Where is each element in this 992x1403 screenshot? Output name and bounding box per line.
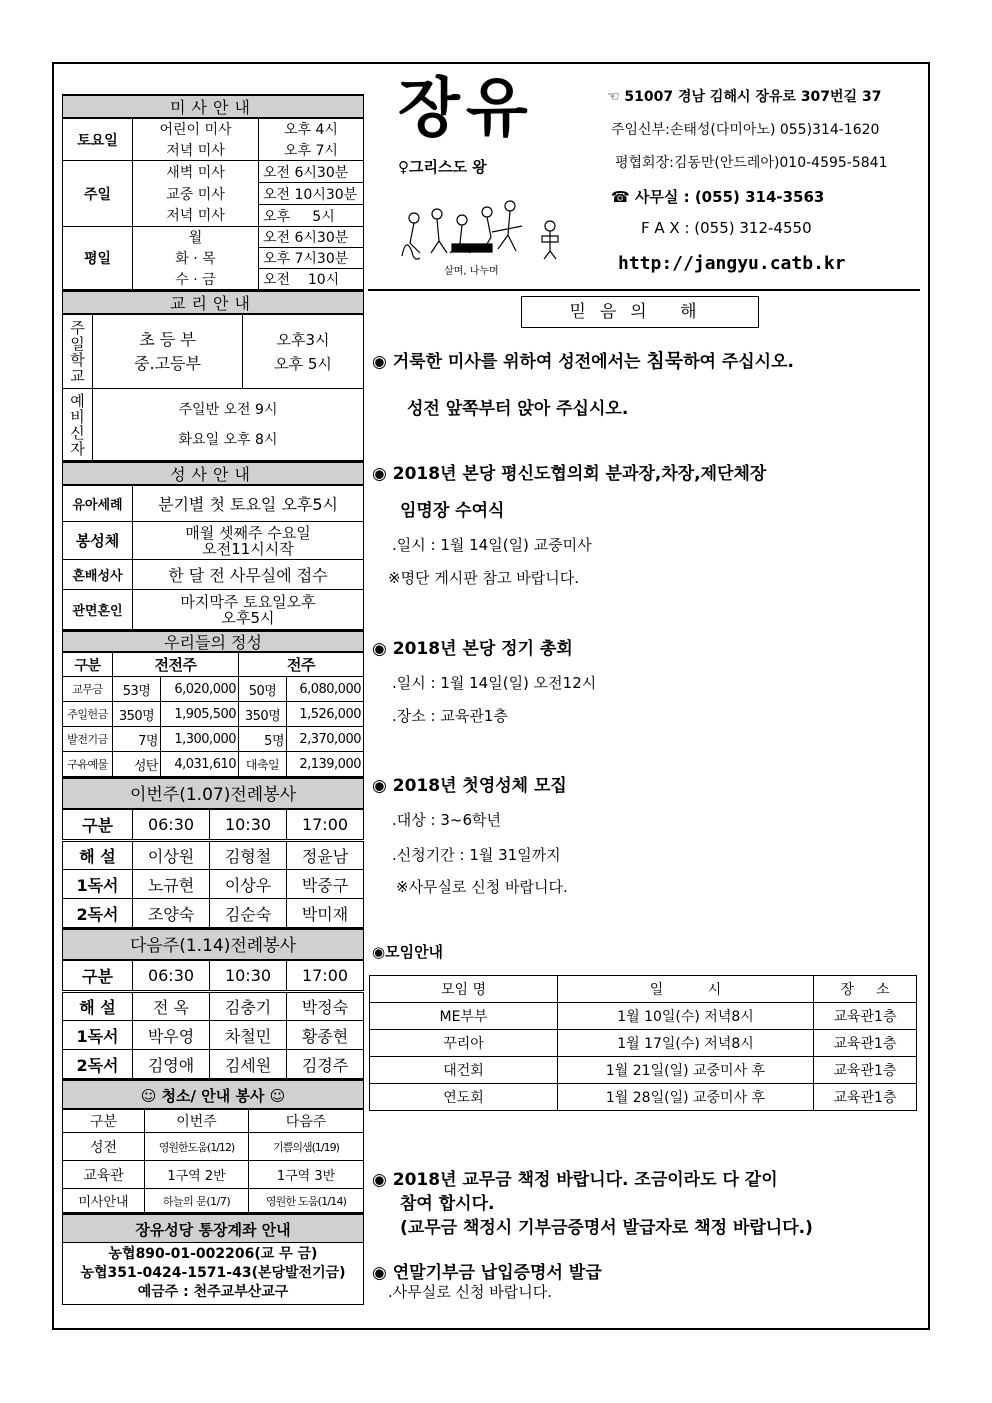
mass-time: 오후 5시 [259,205,364,227]
offering-cell: 구유예물 [63,752,113,777]
cleaning-group: 영원한도움(1/12) [145,1133,249,1161]
offering-head: 구분 [63,653,113,677]
liturgy-head: 06:30 [133,961,210,992]
offering-cell: 대축일 [239,752,287,777]
item2-line: .장소 : 교육관1층 [392,707,508,725]
meeting-time: 1월 10일(수) 저녁8시 [558,1003,814,1030]
item5-title: ◉ 연말기부금 납입증명서 발급 [372,1263,602,1283]
offering-cell: 교무금 [63,677,113,702]
cleaning-head: 이번주 [145,1110,249,1133]
offering-head: 전주 [239,653,364,677]
liturgy-role: 1독서 [63,870,133,899]
mass-name: 새벽 미사 [133,161,259,183]
sunday-school-label: 주일학교 [63,315,93,389]
liturgy-role: 1독서 [63,1021,133,1050]
liturgy-person: 정윤남 [287,841,364,870]
offering-cell: 2,139,000 [287,752,364,777]
liturgy-this-header: 이번주(1.07)전례봉사 [62,777,364,809]
liturgy-person: 이상원 [133,841,210,870]
liturgy-person: 박미재 [287,899,364,928]
liturgy-person: 김형철 [210,841,287,870]
class-time: 오후 5시 [274,354,332,373]
item1-line: ※명단 게시판 참고 바랍니다. [388,569,580,587]
offering-table [62,652,364,777]
meeting-time: 1월 17일(수) 저녁8시 [558,1030,814,1057]
account-line: 농협890-01-002206(교 무 금) [108,1246,318,1262]
liturgy-head: 구분 [63,961,133,992]
cleaning-place: 미사안내 [63,1189,145,1213]
offering-cell: 6,080,000 [287,677,364,702]
mass-time: 오후 7시30분 [259,248,364,269]
cleaning-place: 성전 [63,1133,145,1161]
item3-line: ※사무실로 신청 바랍니다. [396,878,568,896]
meeting-name: 대건회 [370,1057,558,1084]
meeting-place: 교육관1층 [814,1057,917,1084]
mass-name: 수 · 금 [133,269,259,290]
catechumen-label: 예비신자 [63,389,93,461]
liturgy-person: 김충기 [210,992,287,1021]
offering-cell: 7명 [113,727,161,752]
illustration-caption: 살며, 나누며 [444,266,499,277]
front-seat-notice: 성전 앞쪽부터 앉아 주십시오. [407,399,629,419]
item3-line: .대상 : 3~6학년 [392,811,501,829]
meeting-name: ME부부 [370,1003,558,1030]
liturgy-person: 차철민 [210,1021,287,1050]
mass-day: 토요일 [63,119,133,161]
mass-day: 주일 [63,161,133,227]
motto: ♀그리스도 왕 [398,158,487,176]
meeting-name: 꾸리아 [370,1030,558,1057]
liturgy-this-table [62,809,364,928]
item1-title-2: 임명장 수여식 [400,501,505,521]
silence-emphasis: 침묵 [646,350,684,372]
offering-cell: 1,905,500 [161,702,239,727]
liturgy-person: 박우영 [133,1021,210,1050]
offering-cell: 발전기금 [63,727,113,752]
liturgy-next-table [62,960,364,1079]
catechumen-time: 주일반 오전 9시 [178,401,278,418]
item5-line: .사무실로 신청 바랍니다. [388,1283,552,1301]
cleaning-group: 1구역 3반 [249,1161,364,1189]
liturgy-person: 김세원 [210,1050,287,1079]
offering-cell: 4,031,610 [161,752,239,777]
left-column [62,94,364,1305]
sacrament-name: 혼배성사 [63,560,133,590]
meeting-place: 교육관1층 [814,1084,917,1111]
mass-table [62,118,364,290]
sacrament-info: 매월 셋째주 수요일 [185,523,311,542]
offering-cell: 53명 [113,677,161,702]
mass-name: 저녁 미사 [133,205,259,227]
offering-cell: 5명 [239,727,287,752]
catechumen-time: 화요일 오후 8시 [178,431,278,448]
cleaning-group: 1구역 2반 [145,1161,249,1189]
meeting-time: 1월 28일(일) 교중미사 후 [558,1084,814,1111]
account-line: 농협351-0424-1571-43(본당발전기금) [80,1265,346,1281]
liturgy-person: 노규현 [133,870,210,899]
liturgy-person: 김영애 [133,1050,210,1079]
mass-time: 오전 6시30분 [259,227,364,248]
meeting-table [369,975,917,1111]
header-rule [368,289,920,291]
account-box [62,1243,364,1305]
liturgy-next-header: 다음주(1.14)전례봉사 [62,928,364,960]
sacrament-header: 성사안내 [62,461,364,485]
item2-title: ◉ 2018년 본당 정기 총회 [372,639,573,659]
mass-name: 교중 미사 [133,183,259,205]
sacrament-info: 오전11시시작 [202,539,294,558]
offering-cell: 2,370,000 [287,727,364,752]
class-time: 오후3시 [276,330,330,349]
meeting-place: 교육관1층 [814,1030,917,1057]
meeting-head: 일 시 [558,976,814,1003]
mass-time: 오전 10시30분 [259,183,364,205]
sacrament-table [62,485,364,630]
fax-number: F A X : (055) 312-4550 [641,219,812,237]
meeting-head: 모임 명 [370,976,558,1003]
offering-cell: 50명 [239,677,287,702]
item4-line: (교무금 책정시 기부금증명서 발급자로 책정 바랍니다.) [400,1218,813,1238]
address: ☜ 51007 경남 김해시 장유로 307번길 37 [607,89,882,105]
meeting-time: 1월 21일(일) 교중미사 후 [558,1057,814,1084]
liturgy-head: 17:00 [287,961,364,992]
mass-time: 오전 10시 [259,269,364,290]
liturgy-head: 10:30 [210,961,287,992]
sacrament-name: 유아세례 [63,486,133,522]
item3-title: ◉ 2018년 첫영성체 모집 [372,776,567,796]
liturgy-role: 2독서 [63,1050,133,1079]
item2-line: .일시 : 1월 14일(일) 오전12시 [392,674,597,692]
offering-cell: 성탄 [113,752,161,777]
cleaning-head: 다음주 [249,1110,364,1133]
item4-line: ◉ 2018년 교무금 책정 바랍니다. 조금이라도 다 같이 [372,1170,778,1190]
pastor-info: 주임신부:손태성(다미아노) 055)314-1620 [611,122,880,138]
cleaning-header: ☺ 청소/ 안내 봉사 ☺ [62,1079,364,1109]
liturgy-head: 구분 [63,810,133,841]
liturgy-person: 조양숙 [133,899,210,928]
class-name: 초 등 부 [139,329,196,349]
meeting-title: ◉모임안내 [372,943,444,961]
liturgy-person: 전 옥 [133,992,210,1021]
mass-time: 오후 4시 [259,119,364,140]
item4-line: 참여 합시다. [400,1194,495,1214]
offering-cell: 6,020,000 [161,677,239,702]
cleaning-head: 구분 [63,1110,145,1133]
class-name: 중.고등부 [134,353,201,373]
council-info: 평협회장:김동만(안드레아)010-4595-5841 [615,155,888,171]
offering-cell: 1,300,000 [161,727,239,752]
mass-name: 저녁 미사 [133,140,259,161]
mass-header: 미사안내 [62,94,364,118]
notice-title: 믿음의 해 [521,296,759,328]
sacrament-info: 한 달 전 사무실에 접수 [133,560,364,590]
offering-head: 전전주 [113,653,239,677]
sacrament-info: 마지막주 토요일오후 [180,592,316,611]
website-url[interactable]: http://jangyu.catb.kr [618,253,846,274]
account-line: 예금주 : 천주교부산교구 [137,1284,289,1300]
meeting-place: 교육관1층 [814,1003,917,1030]
mass-name: 월 [133,227,259,248]
mass-day: 평일 [63,227,133,290]
silence-notice [372,346,794,373]
office-phone: ☎ 사무실 : (055) 314-3563 [611,188,825,206]
sacrament-info: 오후5시 [221,608,275,627]
liturgy-role: 해 설 [63,992,133,1021]
offering-cell: 1,526,000 [287,702,364,727]
item1-title: ◉ 2018년 본당 평신도협의회 분과장,차장,제단체장 [372,464,767,484]
mass-time: 오전 6시30분 [259,161,364,183]
meeting-head: 장 소 [814,976,917,1003]
liturgy-person: 박정숙 [287,992,364,1021]
liturgy-person: 김경주 [287,1050,364,1079]
silence-text: ◉ 거룩한 미사를 위하여 성전에서는 [372,352,647,372]
offering-cell: 주일헌금 [63,702,113,727]
cleaning-group: 기쁨의샘(1/19) [249,1133,364,1161]
offering-cell: 350명 [113,702,161,727]
account-header: 장유성당 통장계좌 안내 [62,1213,364,1243]
liturgy-role: 2독서 [63,899,133,928]
parish-logo: 장유 [398,71,534,146]
item3-line: .신청기간 : 1월 31일까지 [392,846,561,864]
cleaning-group: 하늘의 문(1/7) [145,1189,249,1213]
liturgy-person: 이상우 [210,870,287,899]
doctrine-header: 교리안내 [62,290,364,314]
liturgy-head: 06:30 [133,810,210,841]
offering-cell: 350명 [239,702,287,727]
item1-line: .일시 : 1월 14일(일) 교중미사 [392,536,592,554]
sacrament-name: 봉성체 [63,522,133,560]
doctrine-table [62,314,364,461]
liturgy-head: 10:30 [210,810,287,841]
mass-name: 화 · 목 [133,248,259,269]
liturgy-person: 김순숙 [210,899,287,928]
community-illustration [392,196,564,278]
liturgy-head: 17:00 [287,810,364,841]
mass-name: 어린이 미사 [133,119,259,140]
cleaning-place: 교육관 [63,1161,145,1189]
liturgy-person: 황종현 [287,1021,364,1050]
liturgy-role: 해 설 [63,841,133,870]
sacrament-name: 관면혼인 [63,590,133,630]
silence-text: 하여 주십시오. [683,352,794,372]
liturgy-person: 박중구 [287,870,364,899]
mass-time: 오후 7시 [259,140,364,161]
cleaning-table [62,1109,364,1213]
sacrament-info: 분기별 첫 토요일 오후5시 [133,486,364,522]
cleaning-group: 영원한 도움(1/14) [249,1189,364,1213]
offering-header: 우리들의 정성 [62,630,364,652]
meeting-name: 연도회 [370,1084,558,1111]
